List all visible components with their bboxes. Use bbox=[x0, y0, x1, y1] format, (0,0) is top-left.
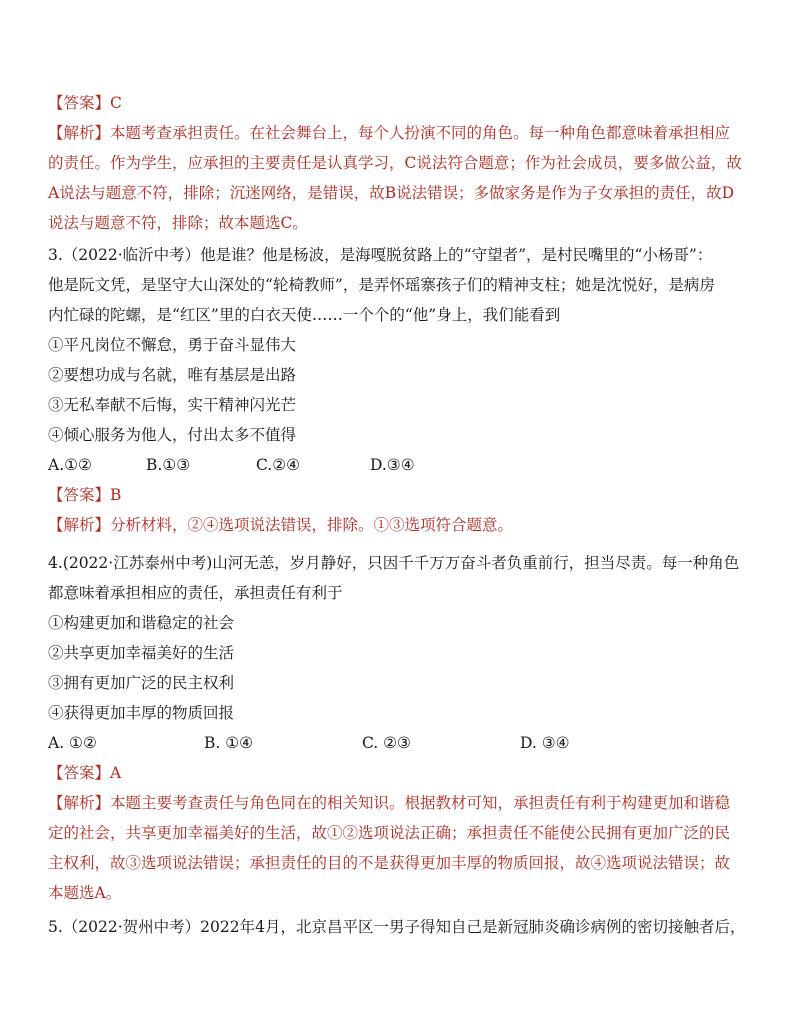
analysis-text: 本题考查承担责任。在社会舞台上，每个人扮演不同的角色。每一种角色都意味着承担相应 bbox=[110, 124, 731, 142]
q3-item: ②要想功成与名就，唯有基层是出路 bbox=[48, 366, 297, 384]
q4-section bbox=[48, 548, 748, 908]
answer-value: A bbox=[110, 764, 122, 782]
answer-value: C bbox=[110, 94, 122, 112]
q3-stem-line: 3.（2022·临沂中考）他是谁？他是杨波，是海嘎脱贫路上的“守望者”，是村民嘴里的“小杨哥”： bbox=[48, 246, 713, 264]
q3-option-a: A.①② bbox=[48, 456, 92, 474]
q4-options bbox=[48, 728, 748, 758]
q3-option-b: B.①③ bbox=[146, 456, 191, 474]
q4-option-c: C. ②③ bbox=[362, 734, 411, 752]
q2-analysis-line: 的责任。作为学生，应承担的主要责任是认真学习，C说法符合题意；作为社会成员，要多做公益，故 bbox=[48, 154, 742, 172]
answer-value: B bbox=[110, 486, 122, 504]
q3-item: ①平凡岗位不懈怠，勇于奋斗显伟大 bbox=[48, 336, 297, 354]
q4-analysis-line: 定的社会，共享更加幸福美好的生活，故①②选项说法正确；承担责任不能使公民拥有更加广泛的民 bbox=[48, 824, 731, 842]
analysis-text: 分析材料，②④选项说法错误，排除。①③选项符合题意。 bbox=[110, 516, 514, 534]
q4-item: ④获得更加丰厚的物质回报 bbox=[48, 704, 235, 722]
analysis-tag: 【解析】 bbox=[48, 516, 111, 534]
q5-section bbox=[48, 912, 748, 942]
answer-tag: 【答案】 bbox=[48, 486, 111, 504]
q4-analysis-line: 主权利，故③选项说法错误；承担责任的目的不是获得更加丰厚的物质回报，故④选项说法错误；故 bbox=[48, 854, 731, 872]
q4-item: ②共享更加幸福美好的生活 bbox=[48, 644, 235, 662]
q2-answer bbox=[48, 88, 748, 118]
q2-section bbox=[48, 88, 748, 238]
q3-stem-line: 他是阮文凭，是坚守大山深处的“轮椅教师”，是弄怀瑶寨孩子们的精神支柱；她是沈悦好，是病房 bbox=[48, 276, 715, 294]
q3-analysis-line bbox=[48, 510, 748, 540]
q3-item: ④倾心服务为他人，付出太多不值得 bbox=[48, 426, 297, 444]
q4-stem-line: 都意味着承担相应的责任，承担责任有利于 bbox=[48, 584, 343, 602]
q4-analysis-line bbox=[48, 788, 748, 818]
q2-analysis-line: A说法与题意不符，排除；沉迷网络，是错误，故B说法错误；多做家务是作为子女承担的责任，故D bbox=[48, 184, 735, 202]
q4-option-b: B. ①④ bbox=[204, 734, 254, 752]
q3-section bbox=[48, 240, 748, 540]
analysis-tag: 【解析】 bbox=[48, 124, 111, 142]
answer-tag: 【答案】 bbox=[48, 764, 111, 782]
q3-options bbox=[48, 450, 748, 480]
q5-stem-line: 5.（2022·贺州中考）2022年4月，北京昌平区一男子得知自己是新冠肺炎确诊病例的密切接触者后， bbox=[48, 918, 746, 936]
q2-analysis-line bbox=[48, 118, 748, 148]
answer-tag: 【答案】 bbox=[48, 94, 111, 112]
q4-item: ①构建更加和谐稳定的社会 bbox=[48, 614, 235, 632]
q4-option-d: D. ③④ bbox=[520, 734, 570, 752]
q3-item: ③无私奉献不后悔，实干精神闪光芒 bbox=[48, 396, 297, 414]
q3-answer bbox=[48, 480, 748, 510]
q4-answer bbox=[48, 758, 748, 788]
q4-stem-line: 4.(2022·江苏泰州中考)山河无恙，岁月静好，只因千千万万奋斗者负重前行，担当尽责。每一种角色 bbox=[48, 554, 740, 572]
q3-stem-line: 内忙碌的陀螺，是“红区”里的白衣天使……一个个的“他”身上，我们能看到 bbox=[48, 306, 561, 324]
q4-analysis-line: 本题选A。 bbox=[48, 884, 122, 902]
q4-item: ③拥有更加广泛的民主权利 bbox=[48, 674, 235, 692]
q2-analysis-line: 说法与题意不符，排除；故本题选C。 bbox=[48, 214, 308, 232]
analysis-tag: 【解析】 bbox=[48, 794, 111, 812]
analysis-text: 本题主要考查责任与角色同在的相关知识。根据教材可知，承担责任有利于构建更加和谐稳 bbox=[110, 794, 731, 812]
q3-option-d: D.③④ bbox=[370, 456, 415, 474]
q4-option-a: A. ①② bbox=[48, 734, 97, 752]
q3-option-c: C.②④ bbox=[256, 456, 301, 474]
